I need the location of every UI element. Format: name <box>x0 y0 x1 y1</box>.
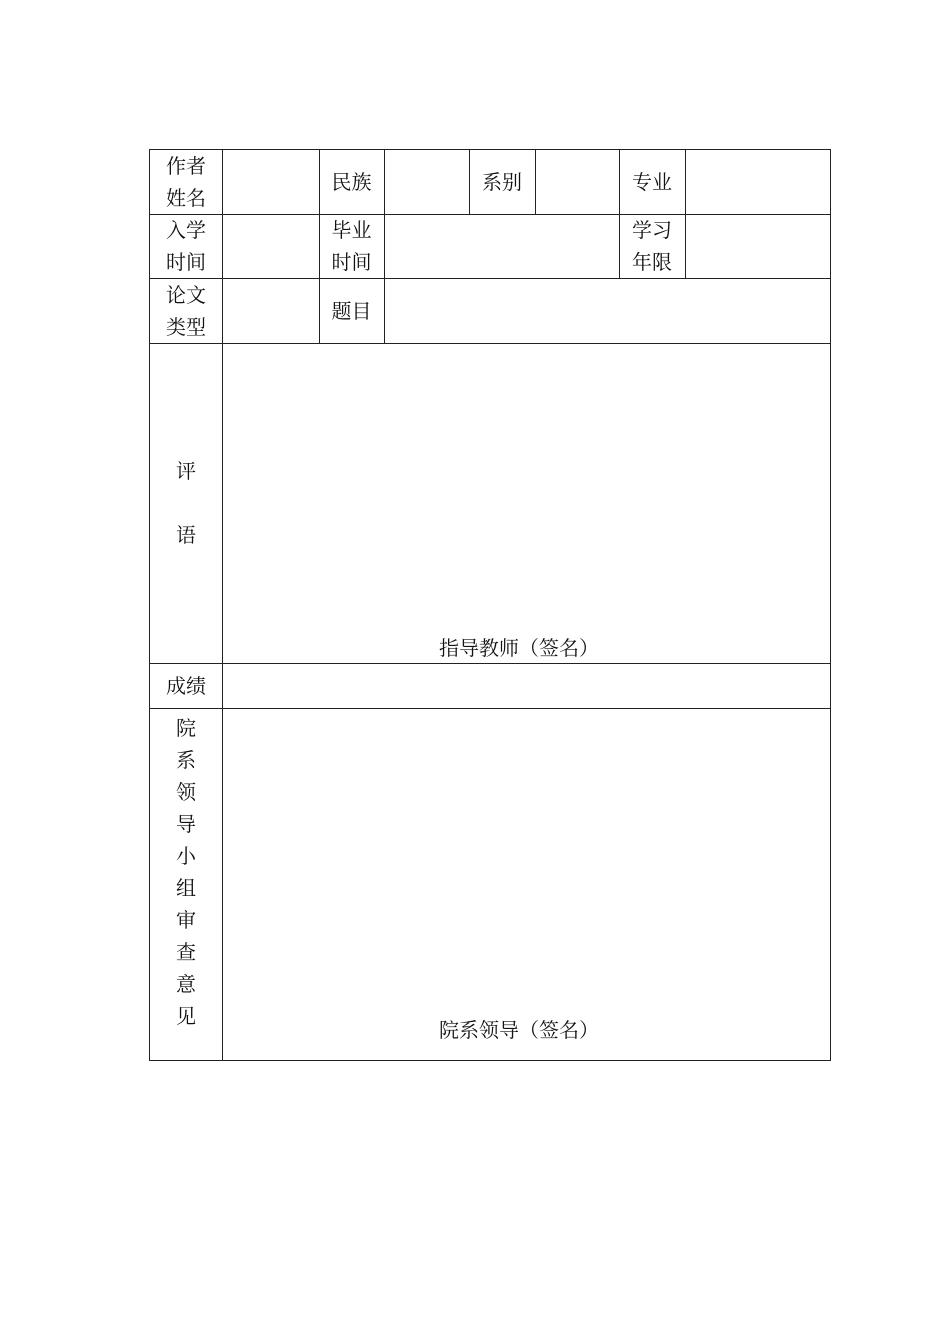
review-label-char: 意 <box>176 972 196 996</box>
graduate-time-label <box>319 214 384 278</box>
thesis-title-field[interactable] <box>385 279 830 343</box>
review-label-char: 领 <box>176 780 196 804</box>
enroll-time-field[interactable] <box>223 215 319 278</box>
major-field[interactable] <box>686 150 830 214</box>
author-name-field[interactable] <box>223 150 319 214</box>
thesis-type-field[interactable] <box>223 279 319 343</box>
enroll-time-label-line2: 时间 <box>166 250 206 274</box>
author-name-label-line1: 作者 <box>166 154 206 178</box>
comments-label <box>150 343 222 663</box>
major-label: 专业 <box>632 170 672 194</box>
thesis-type-label-line1: 论文 <box>166 282 206 307</box>
review-label-char: 见 <box>176 1004 196 1028</box>
study-duration-label <box>619 214 685 278</box>
grade-field[interactable] <box>223 664 830 708</box>
department-review-field[interactable] <box>223 709 830 1060</box>
thesis-type-label <box>150 278 222 343</box>
enroll-time-label-line1: 入学 <box>166 218 206 242</box>
evaluation-form-table <box>149 149 831 1061</box>
graduate-time-field[interactable] <box>385 215 619 278</box>
advisor-signature-label: 指导教师（签名） <box>439 636 599 660</box>
comments-label-char2: 语 <box>176 523 196 547</box>
author-name-label-line2: 姓名 <box>166 186 206 210</box>
enroll-time-label <box>150 214 222 278</box>
study-duration-label-line1: 学习 <box>632 218 672 242</box>
thesis-title-label: 题目 <box>331 298 372 323</box>
graduate-time-label-line2: 时间 <box>331 250 372 274</box>
review-label-char: 审 <box>176 908 196 932</box>
department-field[interactable] <box>536 150 619 214</box>
review-label-char: 查 <box>176 940 196 964</box>
study-duration-field[interactable] <box>686 215 830 278</box>
comments-label-char1: 评 <box>176 459 196 483</box>
department-label: 系别 <box>482 170 522 194</box>
graduate-time-label-line1: 毕业 <box>331 218 372 242</box>
review-label-char: 小 <box>176 844 196 868</box>
thesis-type-label-line2: 类型 <box>166 314 206 339</box>
review-label-char: 导 <box>176 812 196 836</box>
department-review-label <box>150 712 222 1032</box>
comments-field[interactable] <box>223 344 830 663</box>
review-label-char: 组 <box>176 876 196 900</box>
ethnicity-field[interactable] <box>385 150 469 214</box>
grade-label: 成绩 <box>166 673 206 698</box>
ethnicity-label: 民族 <box>331 170 372 194</box>
review-label-char: 系 <box>176 748 196 772</box>
review-label-char: 院 <box>176 716 196 740</box>
department-leader-signature-label: 院系领导（签名） <box>439 1018 599 1042</box>
author-name-label <box>150 150 222 214</box>
study-duration-label-line2: 年限 <box>632 250 672 274</box>
